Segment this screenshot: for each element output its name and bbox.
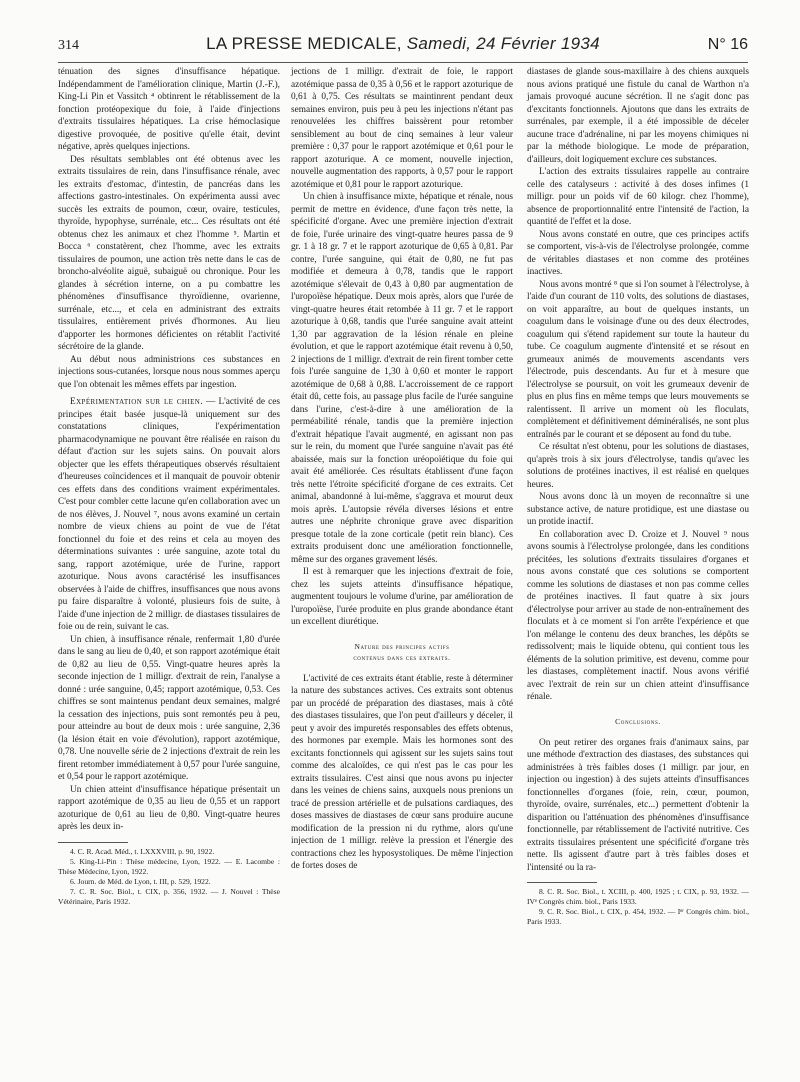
- footnote: 9. C. R. Soc. Biol., t. CIX, p. 454, 1932. — Iᵉʳ Congrès chim. biol., Paris 1933.: [527, 907, 749, 926]
- paragraph: Un chien, à insuffisance rénale, renfermait 1,80 d'urée dans le sang au lieu de 0,40, et son rapport azotémique était de 0,82 au lieu de 0,55. Vingt-quatre heures après la seconde injection de 1 milligr. d'extrait de rein, l'analyse a donné : urée sanguine, 0,45; rapport azotémique, 0,53. Ces chiffres se sont maintenus pendant deux semaines, malgré la cessation des injections, puis sont remontés peu à peu, pour atteindre au bout de deux mois : urée sanguine, 2,36 (la lésion était en voie d'évolution), rapport azotémique, 0,78. Une nouvelle série de 2 injections d'extrait de rein les firent retomber immédiatement à 0,57 pour l'urée sanguine, et 0,54 pour le rapport azotémique.: [58, 634, 280, 782]
- footnote: 6. Journ. de Méd. de Lyon, t. III, p. 529, 1922.: [70, 876, 211, 886]
- paragraph: [58, 396, 280, 634]
- page-header: [58, 34, 748, 60]
- paragraph: Ce résultat n'est obtenu, pour les solutions de diastases, qu'après trois à six jours d'électrolyse, tandis qu'avec les solutions de protéines inactives, il est réalisé en quelques heures.: [527, 442, 749, 490]
- section-run-in-heading: Expérimentation sur le chien.: [70, 397, 203, 407]
- paragraph: Il est à remarquer que les injections d'extrait de foie, chez les sujets atteints d'insuffisance hépatique, augmentent toujours le volume d'urine, par amélioration de l'uropoïèse, l'urée produite en plus grande abondance étant un excellent diurétique.: [291, 567, 513, 627]
- column-right: [527, 66, 749, 927]
- paragraph: L'activité de ces extraits étant établie, reste à déterminer la nature des substances actives. Ces extraits sont obtenus par un procédé de préparation des diastases, mais à côté des diastases tissulaires, que l'on peut d'ailleurs y déceler, il peut y avoir des impuretés responsables des effets obtenus, des hormones par exemple. Mais les hormones sont des excitants fonctionnels qui agissent sur les sujets sains tout comme des alcaloïdes, ce qui n'est pas le cas pour les extraits tissulaires. C'est ainsi que nous avons pu injecter dans les veines de chiens sains, auxquels nous prenions un tracé de pression artérielle et de pulsations cardiaques, des doses massives de diastases de cœur sans produire aucune modification de la pression ni du rythme, alors qu'une injection de 1 milligr. relève la pression et l'énergie des contractions chez les hyposystoliques. De même l'injection de fortes doses de: [291, 673, 513, 871]
- paragraph: L'action des extraits tissulaires rappelle au contraire celle des catalyseurs : activité à des doses infimes (1 milligr. pour un poids vif de 60 kilogr. chez l'homme), absence de proportionnalité entre l'intensité de l'action, la quantité de l'effet et la dose.: [527, 167, 749, 227]
- footnote: 7. C. R. Soc. Biol., t. CIX, p. 356, 1932. — J. Nouvel : Thèse Vétérinaire, Paris 1932.: [58, 886, 280, 906]
- paragraph: Un chien atteint d'insuffisance hépatique présentait un rapport azotémique de 0,35 au lieu de 0,55 et un rapport azoturique de 0,61 au lieu de 0,80. Vingt-quatre heures après les deux in-: [58, 784, 280, 832]
- footnote: 4. C. R. Acad. Méd., t. LXXXVIII, p. 90, 1922.: [70, 846, 215, 856]
- journal-name: LA PRESSE MEDICALE,: [206, 34, 402, 53]
- header-rule: [58, 62, 748, 63]
- footnote-rule: [58, 842, 128, 843]
- paragraph: ténuation des signes d'insuffisance hépatique. Indépendamment de l'amélioration clinique, Martin (J.-F.), King-Li Pin et Vassitch ⁴ obtinrent le rétablissement de la fonction protéopexique du foie, à l'aide d'injections d'extraits tissulaires hépatiques. La crise hémoclasique digestive provoquée, de positive qu'elle était, devint négative, après quelques injections.: [58, 67, 280, 152]
- column-left: [58, 66, 280, 907]
- paragraph: Des résultats semblables ont été obtenus avec les extraits tissulaires de rein, dans l'insuffisance rénale, avec les extraits d'estomac, d'intestin, de pancréas dans les affections gastro-intestinales. On expérimenta aussi avec succès les extraits de poumon, cœur, ovaire, testicules, thyroïde, hypophyse, surrénale, etc... Ces résultats ont été obtenus chez les animaux et chez l'homme ⁵. Martin et Bocca ⁶ constatèrent, chez l'homme, avec les extraits tissulaires de poumon, une action très nette dans le cas de broncho-alvéolite aiguë, subaiguë ou chronique. Pour les glandes à sécrétion interne, on a pu combattre les phénomènes d'insuffisance thyroïdienne, ovarienne, surrénale, etc..., et cela en administrant des extraits tissulaires, entièrement privés d'hormones. Au lieu d'apporter les hormones déficientes on rétablit l'activité sécrétoire de la glande.: [58, 154, 280, 352]
- paragraph: Nous avons montré ⁸ que si l'on soumet à l'électrolyse, à l'aide d'un courant de 110 volts, des solutions de diastases, on voit apparaître, au bout de quelques instants, un coagulum dans le voisinage d'une ou des deux électrodes, coagulum qui s'étend rapidement sur toute la hauteur du tube. Ce coagulum augmente d'intensité et se résout en grumeaux animés de mouvements ascendants vers l'électrode, puis descendants. Au fur et à mesure que l'électrolyse se poursuit, on voit les grumeaux devenir de plus en plus fins en même temps que leurs mouvements se ralentissent. Il arrive un moment où les floculats, complètement et définitivement déminéralisés, ne sont plus entraînés par le courant et se déposent au fond du tube.: [527, 279, 749, 440]
- column-middle: [291, 66, 513, 873]
- journal-title-line: [58, 34, 748, 54]
- paragraph: diastases de glande sous-maxillaire à des chiens auxquels nous avions pratiqué une fistule du canal de Warthon n'a jamais provoqué aucune sécrétion. Il ne s'agit donc pas d'excitants fonctionnels. Ajoutons que dans les extraits de surrénales, par exemple, il a été impossible de déceler aucune trace d'adrénaline, ni par les moyens chimiques ni par la méthode biologique. Le mode de préparation, d'ailleurs, doit logiquement exclure ces substances.: [527, 67, 749, 165]
- paragraph: Un chien à insuffisance mixte, hépatique et rénale, nous permit de mettre en évidence, d'une façon très nette, la spécificité d'organe. Avec une première injection d'extrait de foie, l'urée urinaire des vingt-quatre heures passa de 9 gr. 1 à 18 gr. 7 et le rapport azoturique de 0,65 à 0,81. Par contre, l'urée sanguine, qui était de 0,80, ne fut pas modifiée et demeura à 0,78, tandis que le rapport azotémique s'élevait de 0,43 à 0,80 par augmentation de l'uropoïèse hépatique. Deux mois après, alors que l'urée de vingt-quatre heures était retombée à 11 gr. 7 et le rapport azoturique à 0,68, tandis que l'urée sanguine avait atteint 1,30 par aggravation de la lésion rénale en pleine évolution, et que le rapport azotémique était revenu à 0,50, 2 injections de 1 milligr. d'extrait de rein firent tomber cette fois l'urée sanguine de 1,30 à 0,60 et monter le rapport azotémique de 0,68 à 0,88. L'accroissement de ce rapport était dû, cette fois, au passage plus facile de l'urée sanguine dans l'urine, c'est-à-dire à une amélioration de la perméabilité rénale, tandis que la première injection d'extrait hépatique l'avait augmenté, en agissant non pas sur le rein, du moment que l'urée sanguine n'avait pas été abaissée, mais sur la fonction uréopoïétique du foie qui avait été améliorée. Ces résultats établissent d'une façon très nette l'étroite spécificité d'organe de ces extraits. Cet animal, abandonné à lui-même, s'aggrava et mourut deux mois après. L'autopsie révéla diverses lésions et entre autres une néphrite chronique grave avec disparition presque totale de la zone corticale (petit rein blanc). Ces extraits produisent donc une amélioration fonctionnelle, même sur des organes gravement lésés.: [291, 192, 513, 565]
- paragraph: Nous avons constaté en outre, que ces principes actifs se comportent, vis-à-vis de l'électrolyse prolongée, comme de véritables diastases et non comme des protéines inactives.: [527, 229, 749, 277]
- footnote: 8. C. R. Soc. Biol., t. XCIII, p. 400, 1925 ; t. CIX, p. 93, 1932. — IVᵉ Congrès chim. biol., Paris 1933.: [527, 887, 749, 906]
- paragraph: En collaboration avec D. Croize et J. Nouvel ⁹ nous avons soumis à l'électrolyse prolongée, dans les conditions précitées, les solutions d'extraits tissulaires d'organes et nous avons constaté que ces solutions se comportent comme les solutions de diastases et non pas comme celles de protéines inactives. Il faut quatre à six jours d'électrolyse pour arriver au stade de non-entraînement des floculats et à ce moment si l'on arrête l'expérience et que l'on mélange le contenu des deux branches, les dépôts se redissolvent; mais le liquide obtenu, qui contient tous les éléments de la solution primitive, est devenu, comme pour les diastases, complètement inactif. Nous avons vérifié avec l'extrait de rein sur un chien atteint d'insuffisance rénale.: [527, 529, 749, 702]
- section-heading-line: contenus dans ces extraits.: [353, 652, 451, 662]
- paragraph: Au début nous administrions ces substances en injections sous-cutanées, lorsque nous nous sommes aperçu que l'on obtenait les mêmes effets par ingestion.: [58, 354, 280, 390]
- footnote-rule: [527, 882, 597, 883]
- paragraph: Nous avons donc là un moyen de reconnaître si une substance active, de nature protidique, est une diastase ou un protide inactif.: [527, 492, 749, 527]
- issue-date: Samedi, 24 Février 1934: [406, 34, 600, 53]
- conclusions-heading: Conclusions.: [615, 716, 661, 726]
- section-heading: [291, 641, 513, 663]
- paragraph-text: — L'activité de ces principes était basée jusque-là uniquement sur des constatations cliniques, l'expérimentation pharmacodynamique ne pouvant être réalisée en raison du défaut d'action sur les sujets sains. On pouvait alors objecter que les effets thérapeutiques observés résultaient d'heureuses coïncidences et il manquait de pouvoir obtenir ces effets dans des conditions vraiment expérimentales. C'est pour combler cette lacune qu'en collaboration avec un de nos élèves, J. Nouvel ⁷, nous avons examiné un certain nombre de vieux chiens au point de vue de l'état fonctionnel du foie et des reins et cela au moyen des déterminations suivantes : urée sanguine, azote total du sang, rapport azotémique, urée de l'urine, rapport azoturique. Nous avons caractérisé les insuffisances observées à l'aide de chiffres, insuffisances que nous avons pu faire disparaître à volonté, plusieurs fois de suite, à l'aide d'une injection de 2 milligr. de diastases tissulaires de foie ou de rein, suivant le cas.: [58, 397, 281, 632]
- section-heading-line: Nature des principes actifs: [354, 641, 450, 651]
- paragraph: jections de 1 milligr. d'extrait de foie, le rapport azotémique passa de 0,35 à 0,56 et le rapport azoturique de 0,61 à 0,75. Ces résultats se maintinrent pendant deux semaines environ, puis peu à peu les injections n'étant pas renouvelées les chiffres baissèrent pour retomber sensiblement au bout de cinq semaines à leur valeur première : 0,37 pour le rapport azotémique et 0,61 pour le rapport azoturique. A ce moment, nouvelle injection, nouvelle augmentation des rapports, à 0,57 pour le rapport azotémique et 0,81 pour le rapport azoturique.: [291, 67, 513, 190]
- footnote: 5. King-Li-Pin : Thèse médecine, Lyon, 1922. — E. Lacombe : Thèse Médecine, Lyon, 1922.: [58, 856, 280, 876]
- issue-number: N° 16: [707, 36, 748, 53]
- paragraph: On peut retirer des organes frais d'animaux sains, par une méthode d'extraction des diastases, des substances qui administrées à très faibles doses (1 milligr. par jour, en injection ou ingestion) à des sujets atteints d'insuffisances fonctionnelles d'organes (foie, rein, cœur, poumon, thyroïde, ovaire, surrénales, etc...) permettent d'obtenir la disparition ou l'atténuation des phénomènes d'insuffisance fonctionnelle, par rétablissement de l'activité nutritive. Ces extraits tissulaires présentent une spécificité d'organe très nette. Ils agissent d'autre part à très faibles doses et l'intensité ou la ra-: [527, 737, 749, 873]
- page-number: 314: [58, 38, 79, 53]
